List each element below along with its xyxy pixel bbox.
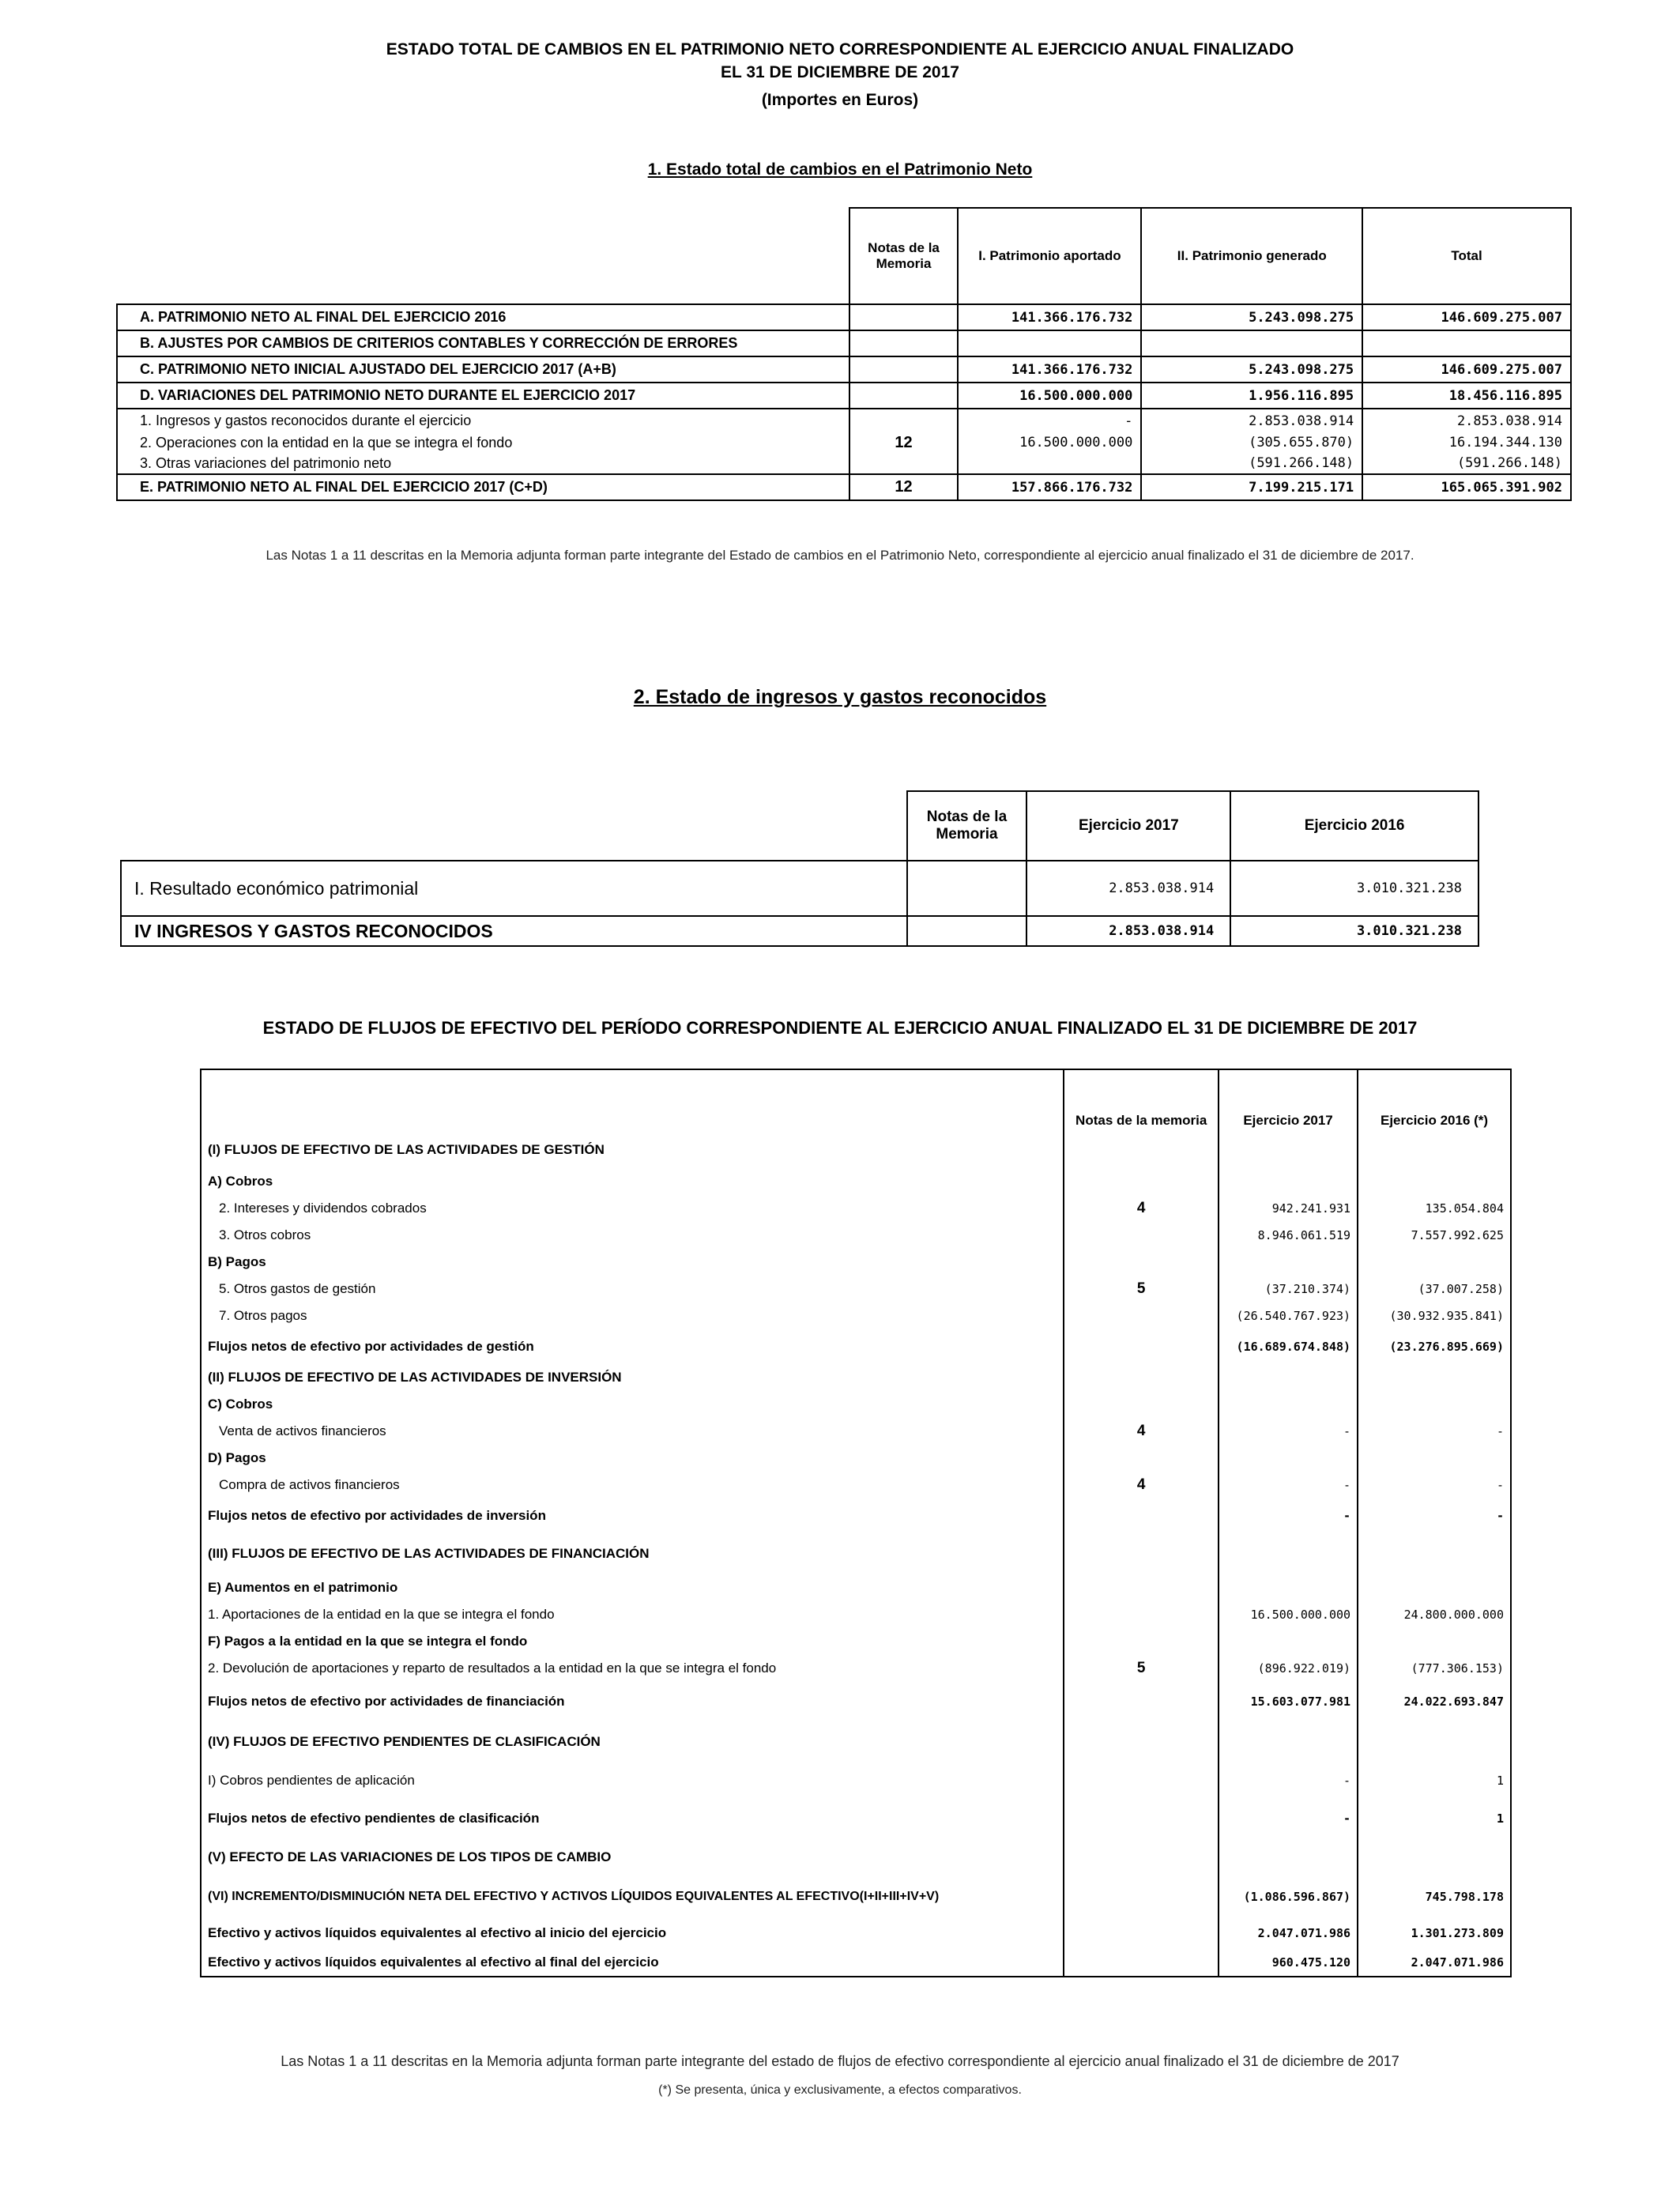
row-nota (1064, 1445, 1219, 1472)
table-row (117, 356, 1571, 383)
row-nota: 12 (849, 474, 959, 500)
row-nota (1064, 1364, 1219, 1391)
row-label: Flujos netos de efectivo por actividades de gestión (201, 1329, 1064, 1364)
table-row (201, 1799, 1511, 1838)
row-e2016 (1358, 1533, 1511, 1574)
row-label: E) Aumentos en el patrimonio (201, 1574, 1064, 1601)
row-label: 2. Intereses y dividendos cobrados (201, 1195, 1064, 1222)
row-aportado: - (958, 409, 1141, 432)
document-title-line2: EL 31 DE DICIEMBRE DE 2017 (721, 63, 959, 81)
row-generado: 5.243.098.275 (1141, 356, 1362, 383)
row-label: (II) FLUJOS DE EFECTIVO DE LAS ACTIVIDADES DE INVERSIÓN (201, 1364, 1064, 1391)
row-e2017: - (1219, 1762, 1358, 1799)
col-aportado: I. Patrimonio aportado (958, 208, 1141, 304)
table-header-row (121, 791, 1478, 861)
table-row (201, 1222, 1511, 1249)
row-label: 2. Operaciones con la entidad en la que se integra el fondo (117, 432, 849, 453)
row-label: (I) FLUJOS DE EFECTIVO DE LAS ACTIVIDADES DE GESTIÓN (201, 1132, 1064, 1168)
row-aportado: 141.366.176.732 (958, 356, 1141, 383)
table-header-row (201, 1097, 1511, 1132)
table-row (201, 1533, 1511, 1574)
row-label: 1. Ingresos y gastos reconocidos durante el ejercicio (117, 409, 849, 432)
row-e2016: 1 (1358, 1762, 1511, 1799)
table-row (201, 1329, 1511, 1364)
table-row (201, 1168, 1511, 1195)
row-total: 146.609.275.007 (1362, 356, 1571, 383)
row-e2016 (1358, 1391, 1511, 1418)
document-title-line1: ESTADO TOTAL DE CAMBIOS EN EL PATRIMONIO NETO CORRESPONDIENTE AL EJERCICIO ANUAL FINALIZADO (386, 40, 1294, 58)
row-label: 5. Otros gastos de gestión (201, 1276, 1064, 1302)
row-e2017: 2.047.071.986 (1219, 1917, 1358, 1949)
ingresos-gastos-table (120, 790, 1479, 947)
row-label: (IV) FLUJOS DE EFECTIVO PENDIENTES DE CLASIFICACIÓN (201, 1721, 1064, 1762)
row-label: C) Cobros (201, 1391, 1064, 1418)
row-e2016: - (1358, 1472, 1511, 1498)
row-nota (1064, 1682, 1219, 1721)
row-generado: 1.956.116.895 (1141, 383, 1362, 409)
row-label: A) Cobros (201, 1168, 1064, 1195)
row-nota (1064, 1917, 1219, 1949)
patrimonio-neto-table (116, 207, 1572, 501)
col-notas: Notas de la Memoria (907, 791, 1027, 861)
row-label: IV INGRESOS Y GASTOS RECONOCIDOS (121, 916, 907, 946)
row-total: 18.456.116.895 (1362, 383, 1571, 409)
col-generado: II. Patrimonio generado (1141, 208, 1362, 304)
table-row-total (117, 474, 1571, 500)
row-label: Venta de activos financieros (201, 1418, 1064, 1445)
row-generado: (305.655.870) (1141, 432, 1362, 453)
row-label: Compra de activos financieros (201, 1472, 1064, 1498)
row-total: 2.853.038.914 (1362, 409, 1571, 432)
row-nota: 12 (849, 432, 959, 453)
row-label: 2. Devolución de aportaciones y reparto de resultados a la entidad en la que se integra el fondo (201, 1655, 1064, 1682)
row-e2016 (1358, 1249, 1511, 1276)
row-e2017: - (1219, 1799, 1358, 1838)
row-e2016: 1.301.273.809 (1358, 1917, 1511, 1949)
row-e2017 (1219, 1364, 1358, 1391)
table-row (201, 1601, 1511, 1628)
table-row (201, 1628, 1511, 1655)
row-nota: 5 (1064, 1276, 1219, 1302)
row-label: I) Cobros pendientes de aplicación (201, 1762, 1064, 1799)
row-e2016: (777.306.153) (1358, 1655, 1511, 1682)
spacer-cell (1358, 1069, 1511, 1097)
row-nota (1064, 1574, 1219, 1601)
row-e2017: (1.086.596.867) (1219, 1876, 1358, 1917)
row-label: D) Pagos (201, 1445, 1064, 1472)
row-label: B) Pagos (201, 1249, 1064, 1276)
section3-footnote: (*) Se presenta, única y exclusivamente, a efectos comparativos. (658, 2083, 1022, 2097)
row-e2017: (26.540.767.923) (1219, 1302, 1358, 1329)
row-e2017: (37.210.374) (1219, 1276, 1358, 1302)
section2-title: 2. Estado de ingresos y gastos reconocidos (633, 686, 1047, 708)
row-label: D. VARIACIONES DEL PATRIMONIO NETO DURANTE EL EJERCICIO 2017 (117, 383, 849, 409)
col-total: Total (1362, 208, 1571, 304)
header-blank (201, 1097, 1064, 1132)
table-row (201, 1498, 1511, 1533)
table-row (117, 432, 1571, 453)
row-label: (VI) INCREMENTO/DISMINUCIÓN NETA DEL EFECTIVO Y ACTIVOS LÍQUIDOS EQUIVALENTES AL EFECTIVO(I+II+III+IV+V) (201, 1876, 1064, 1917)
row-label: B. AJUSTES POR CAMBIOS DE CRITERIOS CONTABLES Y CORRECCIÓN DE ERRORES (117, 330, 849, 356)
row-label: C. PATRIMONIO NETO INICIAL AJUSTADO DEL EJERCICIO 2017 (A+B) (117, 356, 849, 383)
row-e2016 (1358, 1132, 1511, 1168)
row-aportado: 16.500.000.000 (958, 432, 1141, 453)
row-nota (1064, 1601, 1219, 1628)
table-row (201, 1391, 1511, 1418)
table-row (201, 1364, 1511, 1391)
spacer-cell (201, 1069, 1064, 1097)
row-label: Efectivo y activos líquidos equivalentes al efectivo al inicio del ejercicio (201, 1917, 1064, 1949)
row-nota (1064, 1799, 1219, 1838)
row-label: 1. Aportaciones de la entidad en la que se integra el fondo (201, 1601, 1064, 1628)
row-nota (1064, 1876, 1219, 1917)
row-generado: 2.853.038.914 (1141, 409, 1362, 432)
row-e2017: - (1219, 1472, 1358, 1498)
row-label: 3. Otras variaciones del patrimonio neto (117, 453, 849, 474)
row-nota: 4 (1064, 1418, 1219, 1445)
row-e2017 (1219, 1132, 1358, 1168)
col-notas: Notas de la memoria (1064, 1097, 1219, 1132)
row-e2017 (1219, 1445, 1358, 1472)
row-nota (1064, 1628, 1219, 1655)
col-ejercicio-2016: Ejercicio 2016 (1230, 791, 1478, 861)
table-row (201, 1195, 1511, 1222)
header-blank (117, 208, 849, 304)
row-generado: (591.266.148) (1141, 453, 1362, 474)
table-row (201, 1302, 1511, 1329)
table-row-total (121, 916, 1478, 946)
row-total: 165.065.391.902 (1362, 474, 1571, 500)
row-e2017: 942.241.931 (1219, 1195, 1358, 1222)
row-nota (1064, 1391, 1219, 1418)
row-nota (1064, 1533, 1219, 1574)
flujos-body (201, 1132, 1511, 1977)
section1-title: 1. Estado total de cambios en el Patrimonio Neto (647, 160, 1033, 179)
table-row (201, 1655, 1511, 1682)
row-e2016: 3.010.321.238 (1230, 916, 1478, 946)
row-e2017: 16.500.000.000 (1219, 1601, 1358, 1628)
row-e2017: 8.946.061.519 (1219, 1222, 1358, 1249)
table-row (201, 1838, 1511, 1876)
row-label: (V) EFECTO DE LAS VARIACIONES DE LOS TIPOS DE CAMBIO (201, 1838, 1064, 1876)
row-label: 3. Otros cobros (201, 1222, 1064, 1249)
row-label: F) Pagos a la entidad en la que se integra el fondo (201, 1628, 1064, 1655)
row-label: Flujos netos de efectivo pendientes de clasificación (201, 1799, 1064, 1838)
row-generado: 5.243.098.275 (1141, 304, 1362, 330)
row-total: 146.609.275.007 (1362, 304, 1571, 330)
row-e2016: (37.007.258) (1358, 1276, 1511, 1302)
table-row (201, 1249, 1511, 1276)
row-e2017 (1219, 1391, 1358, 1418)
row-nota (849, 356, 959, 383)
row-nota: 4 (1064, 1472, 1219, 1498)
row-label: Efectivo y activos líquidos equivalentes al efectivo al final del ejercicio (201, 1949, 1064, 1977)
row-e2016: 745.798.178 (1358, 1876, 1511, 1917)
col-ejercicio-2017: Ejercicio 2017 (1219, 1097, 1358, 1132)
row-e2017 (1219, 1533, 1358, 1574)
col-ejercicio-2017: Ejercicio 2017 (1026, 791, 1230, 861)
row-e2017 (1219, 1628, 1358, 1655)
table-row (117, 453, 1571, 474)
row-e2016 (1358, 1574, 1511, 1601)
row-total: (591.266.148) (1362, 453, 1571, 474)
row-total: 16.194.344.130 (1362, 432, 1571, 453)
row-e2016: - (1358, 1418, 1511, 1445)
table-row (201, 1574, 1511, 1601)
col-ejercicio-2016: Ejercicio 2016 (*) (1358, 1097, 1511, 1132)
row-e2017: 960.475.120 (1219, 1949, 1358, 1977)
row-e2016: 135.054.804 (1358, 1195, 1511, 1222)
row-aportado (958, 330, 1141, 356)
section3-note: Las Notas 1 a 11 descritas en la Memoria adjunta forman parte integrante del estado de flujos de efectivo correspondiente al ejercicio anual finalizado el 31 de diciembre de 2017 (281, 2053, 1399, 2069)
row-e2017: - (1219, 1498, 1358, 1533)
row-nota (849, 304, 959, 330)
table-row (201, 1721, 1511, 1762)
table-row (201, 1682, 1511, 1721)
row-e2017: (896.922.019) (1219, 1655, 1358, 1682)
row-label: Flujos netos de efectivo por actividades de inversión (201, 1498, 1064, 1533)
row-label: (III) FLUJOS DE EFECTIVO DE LAS ACTIVIDADES DE FINANCIACIÓN (201, 1533, 1064, 1574)
table-row (201, 1132, 1511, 1168)
section1-note: Las Notas 1 a 11 descritas en la Memoria adjunta forman parte integrante del Estado de cambios en el Patrimonio Neto, correspondiente al ejercicio anual finalizado el 31 de diciembre de 2017. (266, 548, 1414, 563)
table-row (121, 861, 1478, 916)
row-e2017: 2.853.038.914 (1026, 861, 1230, 916)
row-nota (849, 453, 959, 474)
row-e2017 (1219, 1721, 1358, 1762)
row-nota (849, 330, 959, 356)
row-nota (1064, 1329, 1219, 1364)
table-row (201, 1445, 1511, 1472)
table-header-row (117, 208, 1571, 304)
row-nota (907, 916, 1027, 946)
row-e2017 (1219, 1249, 1358, 1276)
row-total (1362, 330, 1571, 356)
row-e2016 (1358, 1838, 1511, 1876)
row-label: I. Resultado económico patrimonial (121, 861, 907, 916)
spacer-cell (1064, 1069, 1219, 1097)
row-label: A. PATRIMONIO NETO AL FINAL DEL EJERCICIO 2016 (117, 304, 849, 330)
row-nota (1064, 1132, 1219, 1168)
row-nota (1064, 1721, 1219, 1762)
row-nota (1064, 1762, 1219, 1799)
row-nota (1064, 1949, 1219, 1977)
row-e2017 (1219, 1574, 1358, 1601)
row-aportado (958, 453, 1141, 474)
row-label: Flujos netos de efectivo por actividades de financiación (201, 1682, 1064, 1721)
row-nota (849, 409, 959, 432)
row-e2016 (1358, 1364, 1511, 1391)
row-e2016 (1358, 1168, 1511, 1195)
row-e2016: 24.800.000.000 (1358, 1601, 1511, 1628)
row-e2017 (1219, 1168, 1358, 1195)
table-row (201, 1472, 1511, 1498)
table-row (201, 1762, 1511, 1799)
table-row (117, 304, 1571, 330)
row-e2016: 7.557.992.625 (1358, 1222, 1511, 1249)
row-e2016: 24.022.693.847 (1358, 1682, 1511, 1721)
row-e2017 (1219, 1838, 1358, 1876)
row-e2016: 3.010.321.238 (1230, 861, 1478, 916)
row-nota (1064, 1498, 1219, 1533)
row-e2016 (1358, 1445, 1511, 1472)
row-e2017: - (1219, 1418, 1358, 1445)
flujos-efectivo-table (200, 1069, 1512, 1977)
table-row (117, 330, 1571, 356)
row-nota (1064, 1222, 1219, 1249)
row-nota: 5 (1064, 1655, 1219, 1682)
row-e2017: 15.603.077.981 (1219, 1682, 1358, 1721)
row-nota (907, 861, 1027, 916)
row-nota (1064, 1302, 1219, 1329)
table-row (117, 383, 1571, 409)
row-generado: 7.199.215.171 (1141, 474, 1362, 500)
table-row (201, 1917, 1511, 1949)
table-row (201, 1276, 1511, 1302)
row-e2016 (1358, 1721, 1511, 1762)
row-nota (1064, 1838, 1219, 1876)
table-row (201, 1949, 1511, 1977)
row-aportado: 16.500.000.000 (958, 383, 1141, 409)
section3-title: ESTADO DE FLUJOS DE EFECTIVO DEL PERÍODO CORRESPONDIENTE AL EJERCICIO ANUAL FINALIZADO EL 31 DE DICIEMBRE DE 2017 (262, 1018, 1418, 1038)
row-generado (1141, 330, 1362, 356)
row-label: 7. Otros pagos (201, 1302, 1064, 1329)
document-title-units: (Importes en Euros) (761, 91, 919, 109)
table-spacer-row (201, 1069, 1511, 1097)
table-row (201, 1876, 1511, 1917)
row-e2016: 1 (1358, 1799, 1511, 1838)
table-row (117, 409, 1571, 432)
row-e2017: 2.853.038.914 (1026, 916, 1230, 946)
col-notas: Notas de la Memoria (849, 208, 959, 304)
header-blank (121, 791, 907, 861)
row-nota: 4 (1064, 1195, 1219, 1222)
row-e2016 (1358, 1628, 1511, 1655)
spacer-cell (1219, 1069, 1358, 1097)
row-nota (1064, 1249, 1219, 1276)
row-e2016: - (1358, 1498, 1511, 1533)
table-row (201, 1418, 1511, 1445)
row-aportado: 141.366.176.732 (958, 304, 1141, 330)
row-e2016: (30.932.935.841) (1358, 1302, 1511, 1329)
row-nota (849, 383, 959, 409)
row-e2017: (16.689.674.848) (1219, 1329, 1358, 1364)
row-e2016: (23.276.895.669) (1358, 1329, 1511, 1364)
row-label: E. PATRIMONIO NETO AL FINAL DEL EJERCICIO 2017 (C+D) (117, 474, 849, 500)
row-e2016: 2.047.071.986 (1358, 1949, 1511, 1977)
row-nota (1064, 1168, 1219, 1195)
row-aportado: 157.866.176.732 (958, 474, 1141, 500)
